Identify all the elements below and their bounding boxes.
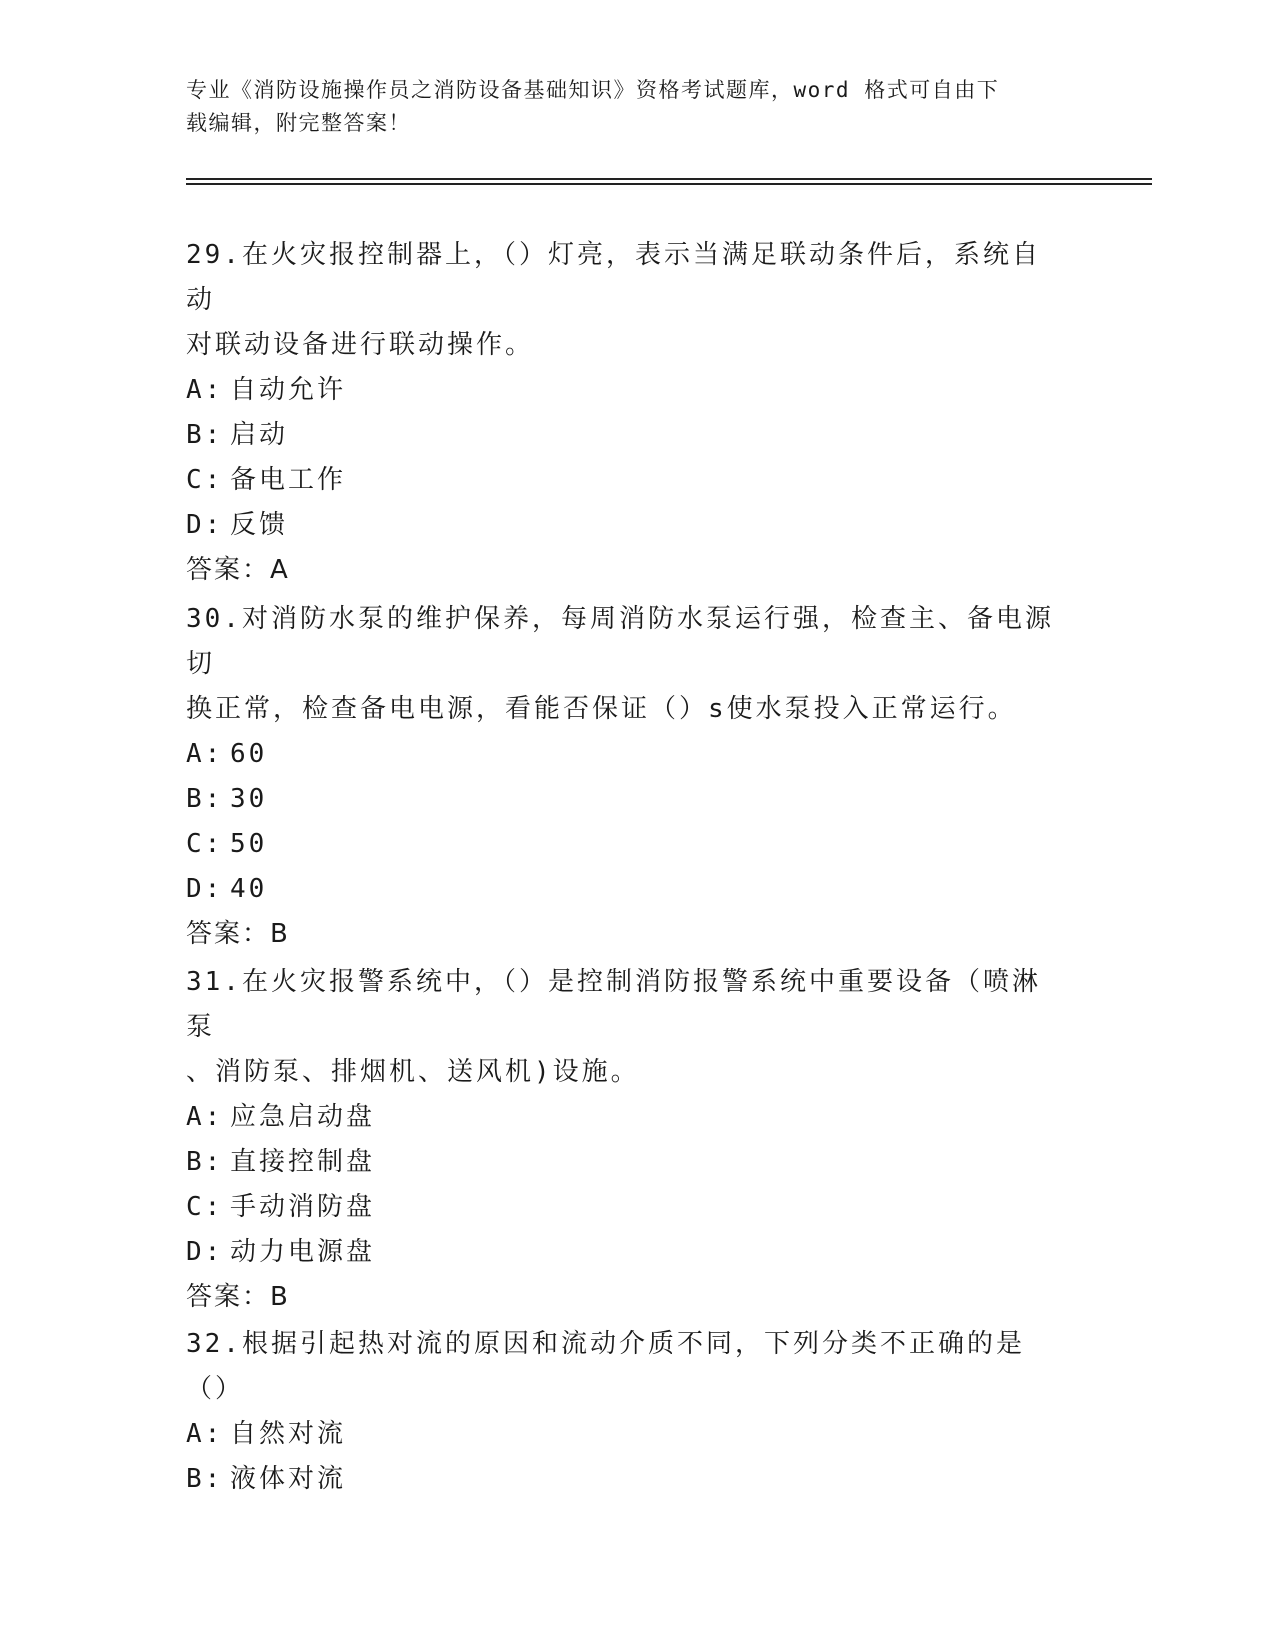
option-text: 手动消防盘 [230, 1192, 376, 1222]
question-29 [186, 233, 1066, 593]
option-key: C: [186, 829, 224, 859]
option-c [186, 1185, 1066, 1230]
option-text: 备电工作 [230, 465, 347, 495]
question-stem [186, 597, 1066, 732]
question-stem-line-2: 、消防泵、排烟机、送风机)设施。 [186, 1057, 640, 1087]
option-d [186, 1230, 1066, 1275]
question-30 [186, 597, 1066, 957]
option-d [186, 867, 1066, 912]
option-text: 动力电源盘 [230, 1237, 376, 1267]
option-a [186, 732, 1066, 777]
header-divider-bottom [186, 183, 1152, 185]
question-32 [186, 1322, 1066, 1502]
option-key: A: [186, 739, 224, 769]
option-key: C: [186, 465, 224, 495]
question-stem [186, 960, 1066, 1095]
question-stem-line-1: 29.在火灾报控制器上，（）灯亮，表示当满足联动条件后，系统自动 [186, 240, 1041, 315]
option-key: B: [186, 1464, 224, 1494]
option-text: 50 [230, 829, 268, 859]
option-b [186, 413, 1066, 458]
option-text: 反馈 [230, 510, 289, 540]
question-stem [186, 1322, 1066, 1412]
answer-label: 答案：B [186, 919, 290, 949]
header-divider-top [186, 178, 1152, 180]
option-key: B: [186, 784, 224, 814]
question-stem-line-1: 32.根据引起热对流的原因和流动介质不同，下列分类不正确的是（） [186, 1329, 1025, 1404]
option-key: A: [186, 1102, 224, 1132]
header-line-1: 专业《消防设施操作员之消防设备基础知识》资格考试题库，word 格式可自由下 [186, 78, 1000, 102]
document-header [186, 74, 1066, 140]
option-key: A: [186, 1419, 224, 1449]
option-key: D: [186, 874, 224, 904]
option-key: D: [186, 510, 224, 540]
option-a [186, 368, 1066, 413]
option-key: C: [186, 1192, 224, 1222]
header-line-2: 载编辑，附完整答案！ [186, 111, 411, 135]
option-key: D: [186, 1237, 224, 1267]
question-stem-line-1: 31.在火灾报警系统中，（）是控制消防报警系统中重要设备（喷淋泵 [186, 967, 1041, 1042]
option-text: 启动 [230, 420, 289, 450]
option-text: 自然对流 [230, 1419, 347, 1449]
option-b [186, 777, 1066, 822]
option-a [186, 1095, 1066, 1140]
option-text: 60 [230, 739, 268, 769]
question-stem-line-1: 30.对消防水泵的维护保养，每周消防水泵运行强，检查主、备电源切 [186, 604, 1054, 679]
option-text: 40 [230, 874, 268, 904]
option-c [186, 458, 1066, 503]
option-b [186, 1457, 1066, 1502]
question-stem-line-2: 对联动设备进行联动操作。 [186, 330, 535, 360]
option-text: 液体对流 [230, 1464, 347, 1494]
question-stem-line-2: 换正常，检查备电电源，看能否保证（）s使水泵投入正常运行。 [186, 694, 1017, 724]
question-31 [186, 960, 1066, 1320]
option-key: A: [186, 375, 224, 405]
question-stem [186, 233, 1066, 368]
option-key: B: [186, 1147, 224, 1177]
option-key: B: [186, 420, 224, 450]
option-text: 应急启动盘 [230, 1102, 376, 1132]
option-c [186, 822, 1066, 867]
answer-label: 答案：A [186, 555, 290, 585]
option-text: 30 [230, 784, 268, 814]
option-a [186, 1412, 1066, 1457]
option-text: 自动允许 [230, 375, 347, 405]
option-b [186, 1140, 1066, 1185]
option-d [186, 503, 1066, 548]
option-text: 直接控制盘 [230, 1147, 376, 1177]
answer-label: 答案：B [186, 1282, 290, 1312]
